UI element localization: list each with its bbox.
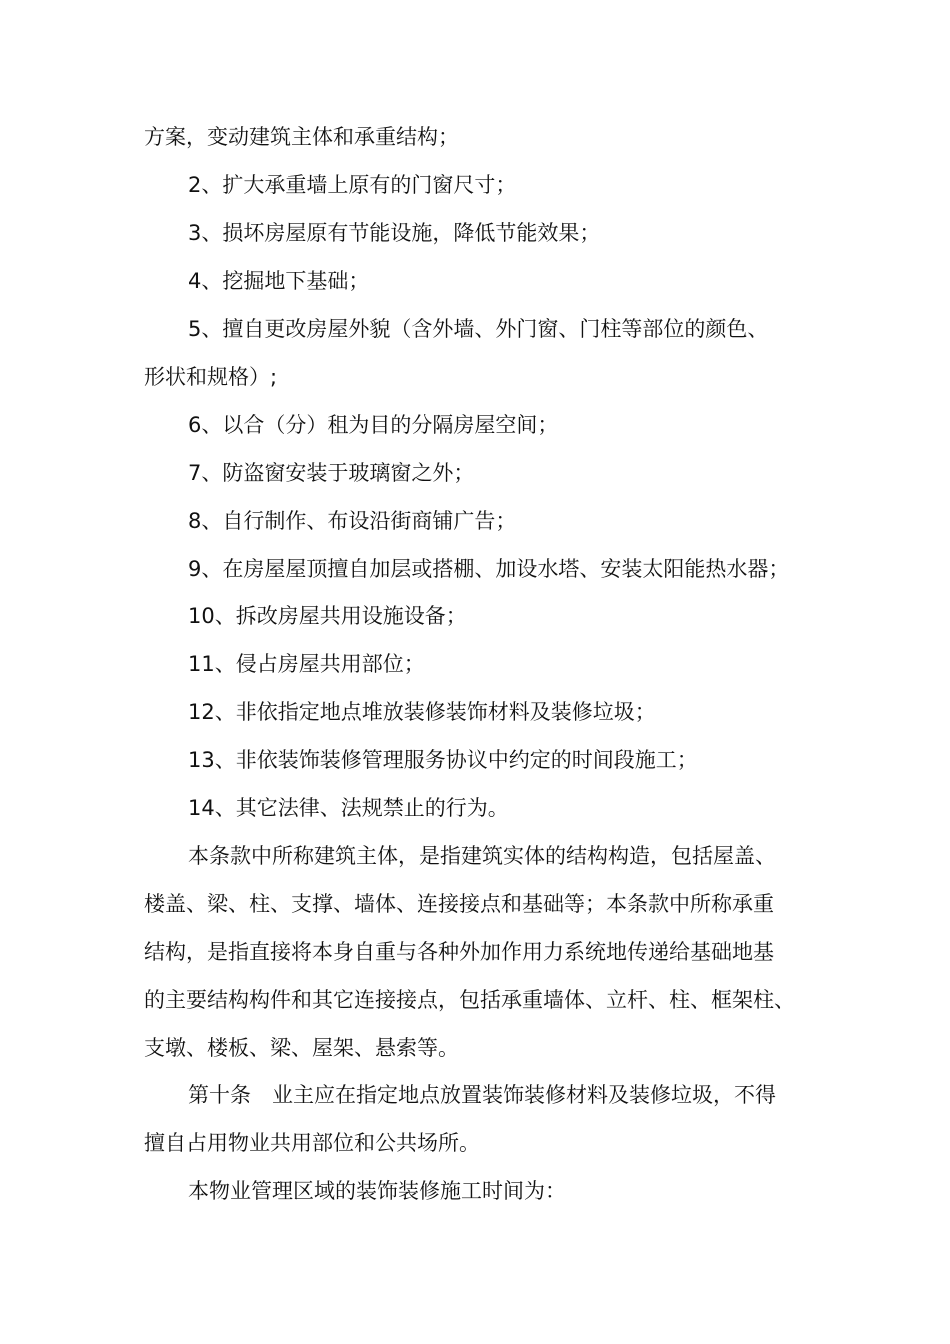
list-item-2: 2、扩大承重墙上原有的门窗尺寸； xyxy=(188,173,517,197)
list-item-13: 13、非依装饰装修管理服务协议中约定的时间段施工； xyxy=(188,748,698,772)
paragraph-definition-line-5: 支墩、楼板、梁、屋架、悬索等。 xyxy=(144,1036,459,1060)
list-item-12: 12、非依指定地点堆放装修装饰材料及装修垃圾； xyxy=(188,700,656,724)
list-item-6: 6、以合（分）租为目的分隔房屋空间； xyxy=(188,413,559,437)
paragraph-definition-line-3: 结构，是指直接将本身自重与各种外加作用力系统地传递给基础地基 xyxy=(144,940,774,964)
paragraph-definition-line-1: 本条款中所称建筑主体，是指建筑实体的结构构造，包括屋盖、 xyxy=(188,844,776,868)
paragraph-definition-line-4: 的主要结构构件和其它连接接点，包括承重墙体、立杆、柱、框架柱、 xyxy=(144,988,795,1012)
list-item-7: 7、防盗窗安装于玻璃窗之外； xyxy=(188,461,475,485)
list-item-14: 14、其它法律、法规禁止的行为。 xyxy=(188,796,509,820)
paragraph-definition-line-2: 楼盖、梁、柱、支撑、墙体、连接接点和基础等；本条款中所称承重 xyxy=(144,892,774,916)
construction-time-line: 本物业管理区域的装饰装修施工时间为： xyxy=(188,1179,566,1203)
list-item-10: 10、拆改房屋共用设施设备； xyxy=(188,604,467,628)
list-item-4: 4、挖掘地下基础； xyxy=(188,269,370,293)
text-line-1: 方案，变动建筑主体和承重结构； xyxy=(144,125,459,149)
list-item-5-continued: 形状和规格）; xyxy=(144,365,278,389)
article-ten-line-1: 第十条 业主应在指定地点放置装饰装修材料及装修垃圾，不得 xyxy=(188,1083,776,1107)
list-item-11: 11、侵占房屋共用部位； xyxy=(188,652,425,676)
list-item-5: 5、擅自更改房屋外貌（含外墙、外门窗、门柱等部位的颜色、 xyxy=(188,317,769,341)
list-item-3: 3、损坏房屋原有节能设施，降低节能效果； xyxy=(188,221,601,245)
list-item-9: 9、在房屋屋顶擅自加层或搭棚、加设水塔、安装太阳能热水器； xyxy=(188,557,790,581)
list-item-8: 8、自行制作、布设沿街商铺广告； xyxy=(188,509,517,533)
article-ten-line-2: 擅自占用物业共用部位和公共场所。 xyxy=(144,1131,480,1155)
